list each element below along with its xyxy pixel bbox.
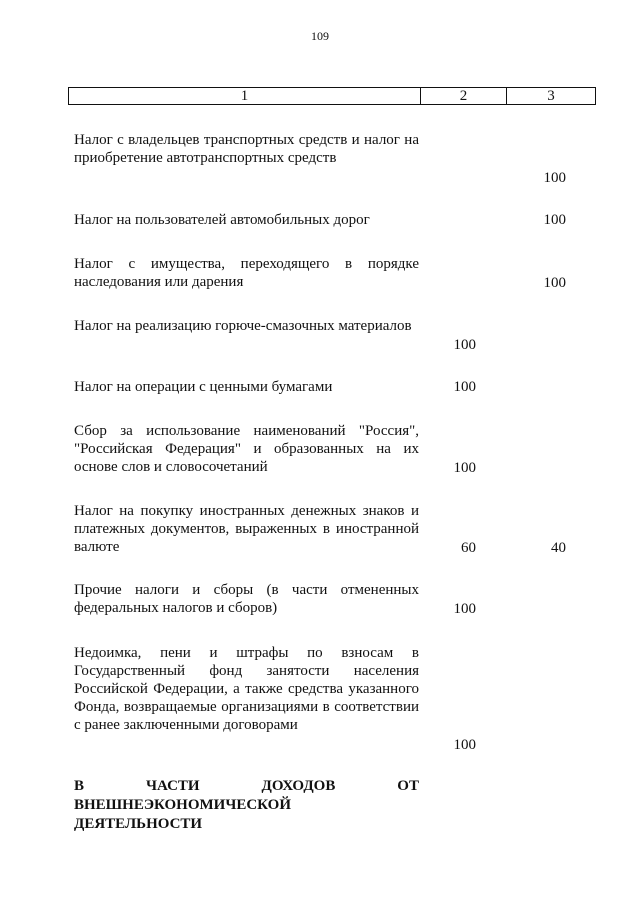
row-value-col2: 100 xyxy=(453,460,476,476)
row-value-col2: 60 xyxy=(461,540,476,556)
row-text: Налог с имущества, переходящего в порядке наследования или дарения xyxy=(74,256,419,290)
section-heading-word: ЧАСТИ xyxy=(145,778,200,794)
column-header-row xyxy=(68,87,596,105)
row-value-col3: 100 xyxy=(543,275,566,291)
section-heading xyxy=(74,777,419,834)
row-value-col2: 100 xyxy=(453,337,476,353)
row-text: Налог на покупку иностранных денежных знаков и платежных документов, выраженных в иностранной валюте xyxy=(74,503,419,555)
row-value-col3: 100 xyxy=(543,212,566,228)
row-text: Прочие налоги и сборы (в части отмененных федеральных налогов и сборов) xyxy=(74,582,419,616)
row-text: Налог на операции с ценными бумагами xyxy=(74,379,333,395)
page-number: 109 xyxy=(311,29,329,43)
row-text: Налог на пользователей автомобильных дорог xyxy=(74,212,370,228)
section-heading-word: В xyxy=(74,778,85,794)
row-text: Недоимка, пени и штрафы по взносам в Государственный фонд занятости населения Российской Федерации, а также средства указанного Фонда, возвращаемые организациями в соответствии с ранее заключенными договорами xyxy=(74,645,419,733)
row-value-col2: 100 xyxy=(453,737,476,753)
section-heading-line1 xyxy=(74,777,419,796)
row-text: Сбор за использование наименований "Россия", "Российская Федерация" и образованных на их основе слов и словосочетаний xyxy=(74,423,419,475)
section-heading-word: ОТ xyxy=(397,778,419,794)
row-value-col2: 100 xyxy=(453,379,476,395)
section-heading-word: ДОХОДОВ xyxy=(261,778,336,794)
row-value-col3: 100 xyxy=(543,170,566,186)
row-text: Налог на реализацию горюче-смазочных материалов xyxy=(74,318,412,334)
column-header-2: 2 xyxy=(421,88,507,104)
column-header-1: 1 xyxy=(69,88,421,104)
row-value-col3: 40 xyxy=(551,540,566,556)
row-value-col2: 100 xyxy=(453,601,476,617)
row-text: Налог с владельцев транспортных средств и налог на приобретение автотранспортных средств xyxy=(74,132,419,166)
column-header-3: 3 xyxy=(547,88,555,104)
section-heading-line2: ВНЕШНЕЭКОНОМИЧЕСКОЙ ДЕЯТЕЛЬНОСТИ xyxy=(74,797,292,832)
